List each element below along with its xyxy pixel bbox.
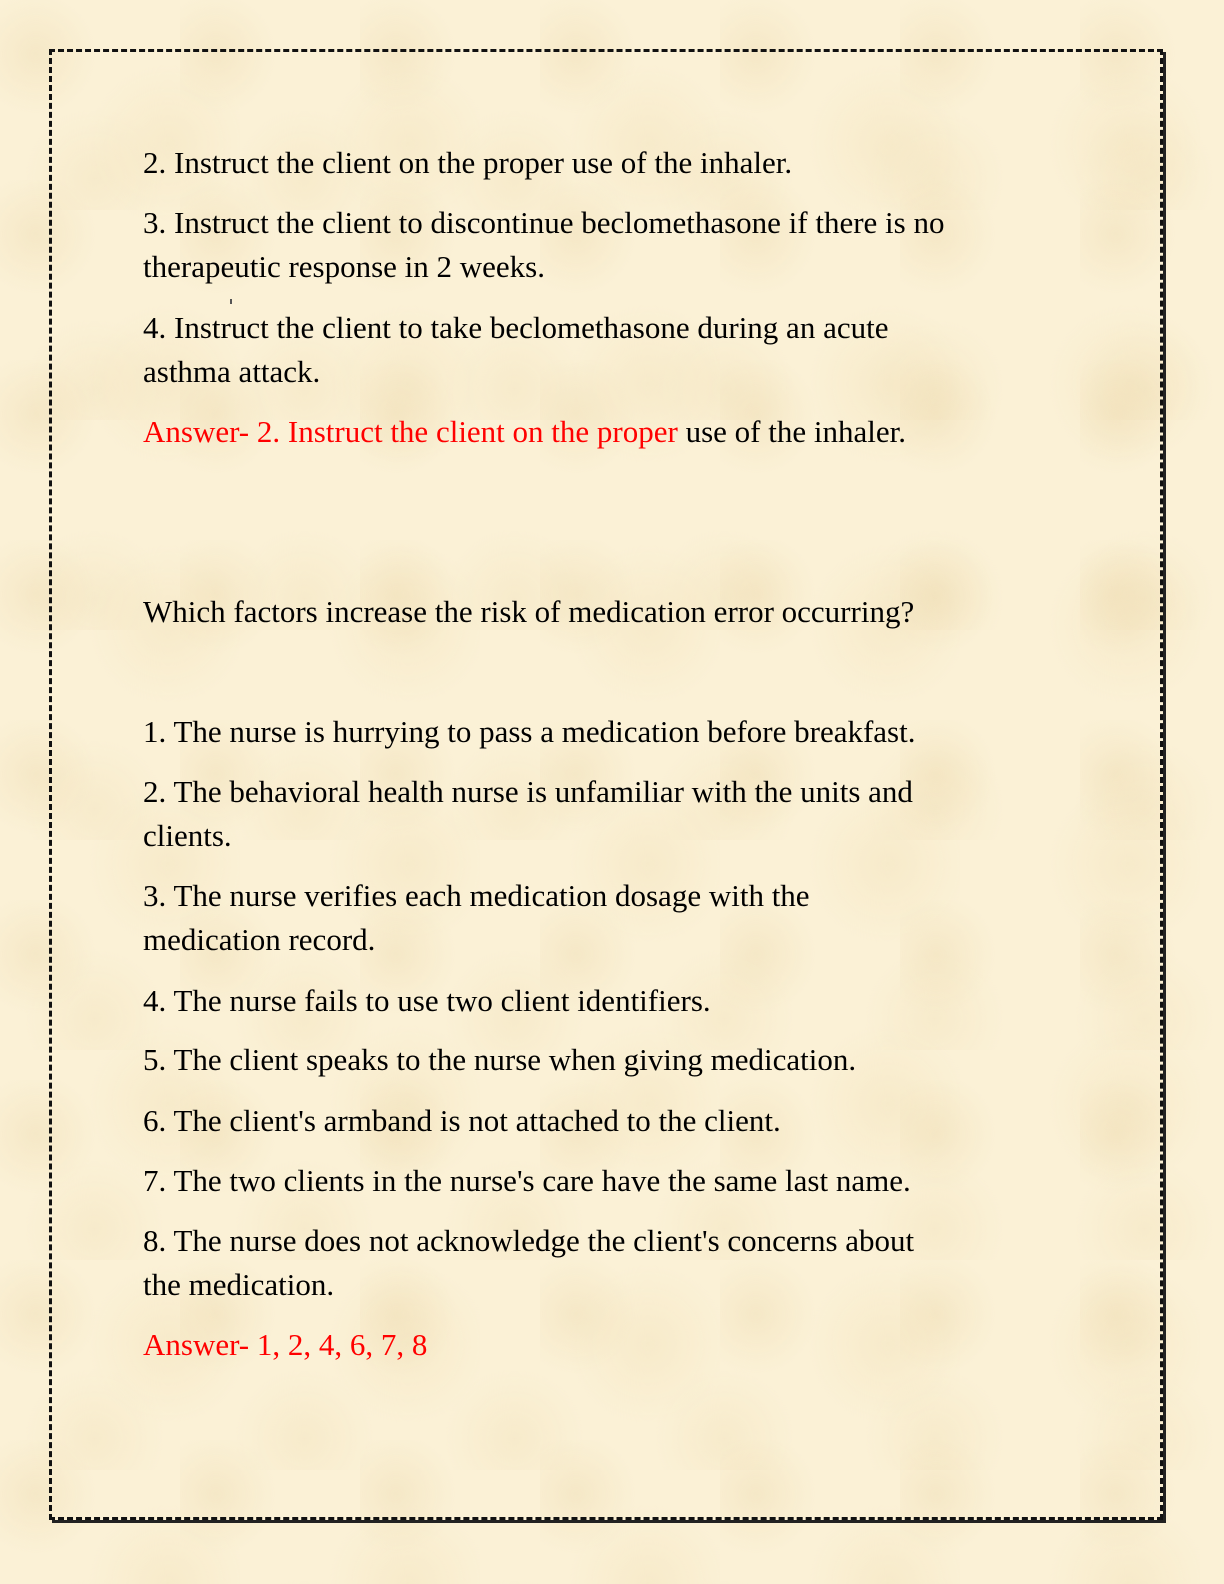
q2-option-8: 8. The nurse does not acknowledge the client's concerns about bbox=[143, 1223, 915, 1258]
q2-option-7: 7. The two clients in the nurse's care have the same last name. bbox=[143, 1163, 911, 1198]
q1-option-3: 3. Instruct the client to discontinue beclomethasone if there is no bbox=[143, 205, 945, 240]
q1-answer bbox=[143, 410, 906, 454]
q2-option-8-cont: the medication. bbox=[143, 1267, 335, 1302]
q1-option-4-cont: asthma attack. bbox=[143, 354, 321, 389]
q2-option-6: 6. The client's armband is not attached to the client. bbox=[143, 1103, 781, 1138]
q2-question: Which factors increase the risk of medication error occurring? bbox=[143, 594, 915, 629]
q2-option-3-cont: medication record. bbox=[143, 922, 376, 957]
q2-option-1: 1. The nurse is hurrying to pass a medication before breakfast. bbox=[143, 714, 916, 749]
q2-answer: Answer- 1, 2, 4, 6, 7, 8 bbox=[143, 1327, 428, 1362]
q1-option-2: 2. Instruct the client on the proper use of the inhaler. bbox=[143, 145, 793, 180]
q1-answer-highlight: Answer- 2. Instruct the client on the proper bbox=[143, 414, 678, 449]
q2-option-5: 5. The client speaks to the nurse when giving medication. bbox=[143, 1042, 857, 1077]
q2-option-3: 3. The nurse verifies each medication dosage with the bbox=[143, 878, 810, 913]
q2-option-2-cont: clients. bbox=[143, 818, 232, 853]
q1-option-4: 4. Instruct the client to take beclomethasone during an acute bbox=[143, 310, 889, 345]
q2-option-2: 2. The behavioral health nurse is unfamiliar with the units and bbox=[143, 774, 913, 809]
q2-option-4: 4. The nurse fails to use two client identifiers. bbox=[143, 983, 711, 1018]
stray-mark bbox=[230, 299, 232, 304]
q1-answer-rest: use of the inhaler. bbox=[677, 414, 906, 449]
q1-option-3-cont: therapeutic response in 2 weeks. bbox=[143, 249, 546, 284]
